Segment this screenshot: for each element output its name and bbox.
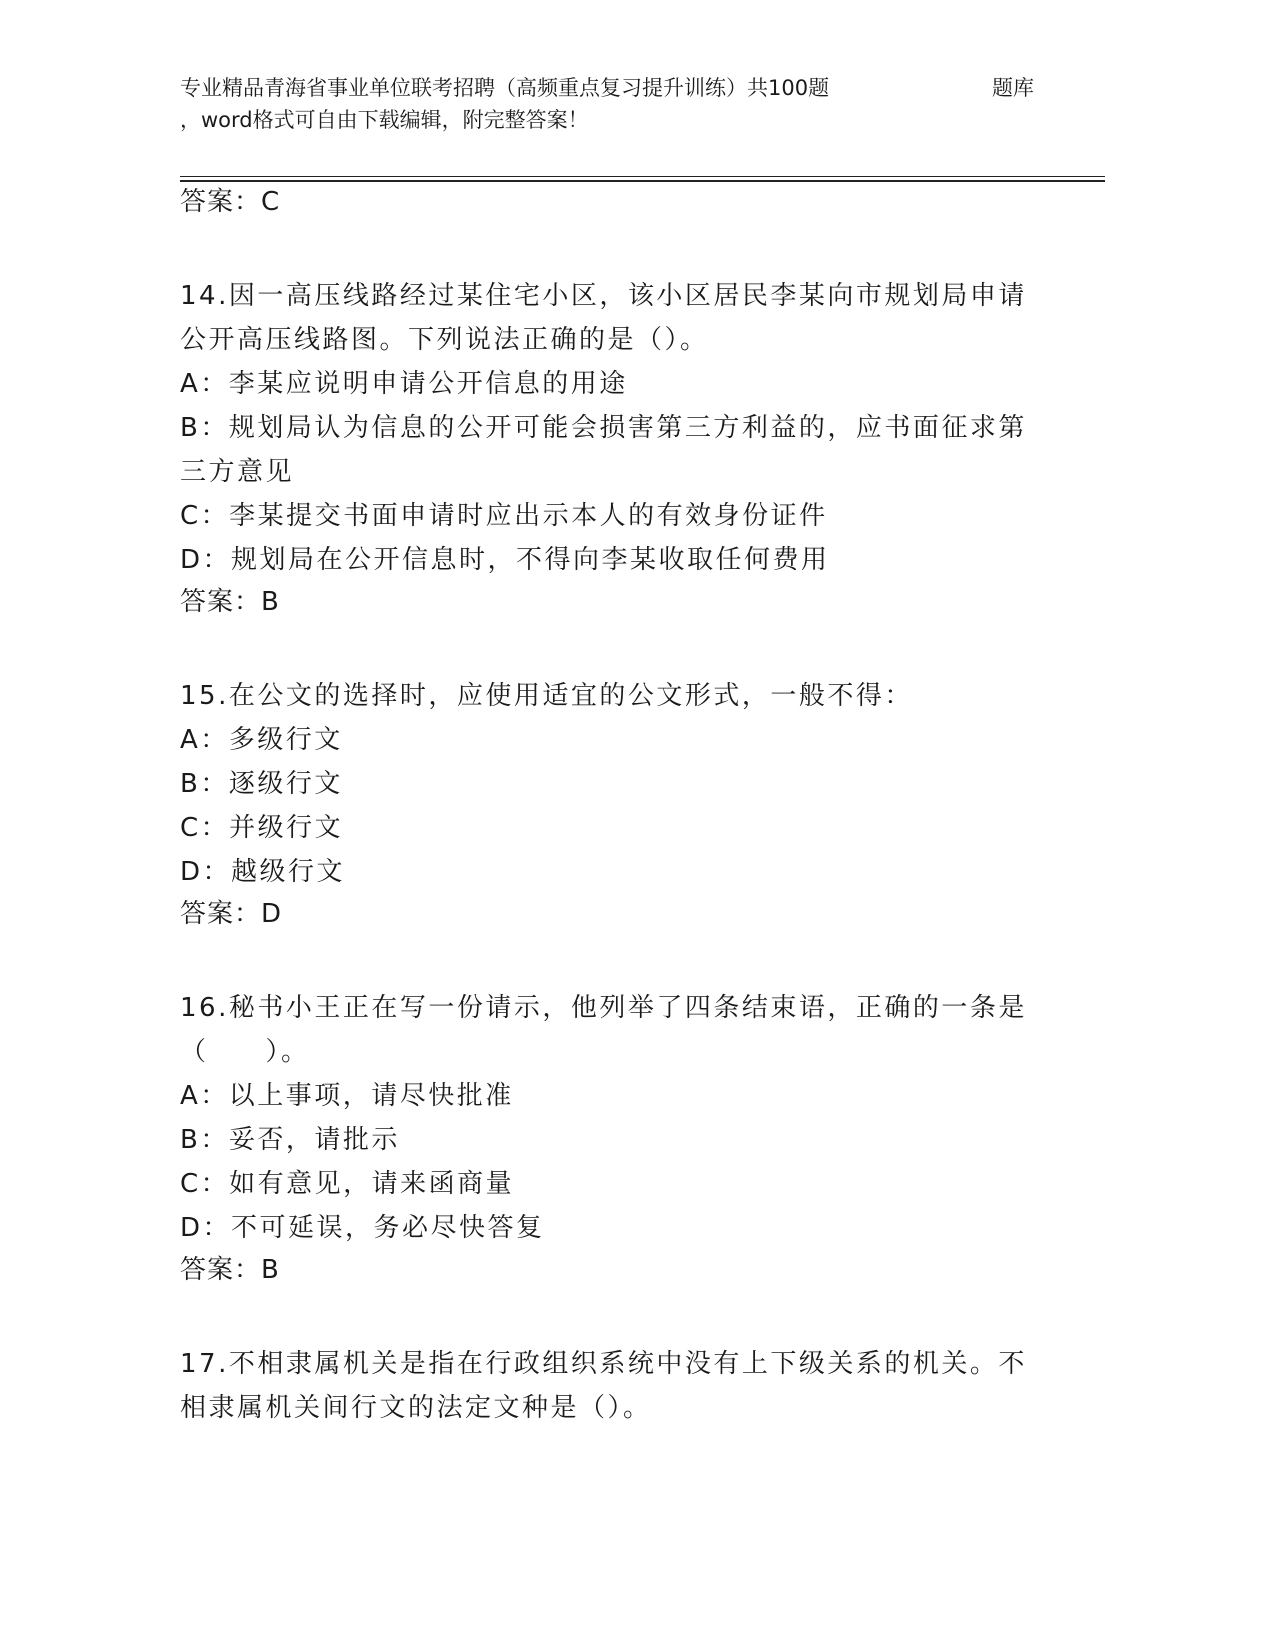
option-a: A：李某应说明申请公开信息的用途 — [180, 369, 628, 399]
question-block — [180, 1342, 1030, 1430]
question-text: 15.在公文的选择时，应使用适宜的公文形式，一般不得： — [180, 681, 913, 711]
question-text: 16.秘书小王正在写一份请示，他列举了四条结束语，正确的一条是（ ）。 — [180, 993, 1027, 1067]
option-a: A：多级行文 — [180, 725, 343, 755]
header-title: 专业精品青海省事业单位联考招聘（高频重点复习提升训练）共100题 — [180, 76, 830, 100]
question-text: 14.因一高压线路经过某住宅小区，该小区居民李某向市规划局申请公开高压线路图。下列说法正确的是（）。 — [180, 281, 1027, 355]
answer-line: 答案：C — [180, 187, 281, 217]
page-header — [180, 72, 1080, 136]
option-d: D：规划局在公开信息时，不得向李某收取任何费用 — [180, 545, 830, 575]
header-right-label: 题库 — [992, 76, 1034, 100]
option-d: D：不可延误，务必尽快答复 — [180, 1213, 545, 1243]
question-block — [180, 986, 1030, 1290]
option-b: B：妥否，请批示 — [180, 1125, 400, 1155]
option-c: C：并级行文 — [180, 813, 344, 843]
option-d: D：越级行文 — [180, 857, 346, 887]
option-b: B：规划局认为信息的公开可能会损害第三方利益的，应书面征求第三方意见 — [180, 413, 1027, 487]
header-rule-thin — [180, 176, 1105, 177]
option-a: A：以上事项，请尽快批准 — [180, 1081, 514, 1111]
option-c: C：李某提交书面申请时应出示本人的有效身份证件 — [180, 501, 828, 531]
option-c: C：如有意见，请来函商量 — [180, 1169, 515, 1199]
option-b: B：逐级行文 — [180, 769, 343, 799]
header-subtitle: ，word格式可自由下载编辑，附完整答案！ — [180, 108, 589, 132]
document-body — [180, 182, 1030, 1430]
answer-line: 答案：B — [180, 1255, 280, 1285]
answer-line: 答案：D — [180, 899, 283, 929]
answer-line: 答案：B — [180, 587, 280, 617]
question-block — [180, 274, 1030, 622]
question-block — [180, 674, 1030, 934]
question-text: 17.不相隶属机关是指在行政组织系统中没有上下级关系的机关。不相隶属机关间行文的法定文种是（）。 — [180, 1349, 1027, 1423]
